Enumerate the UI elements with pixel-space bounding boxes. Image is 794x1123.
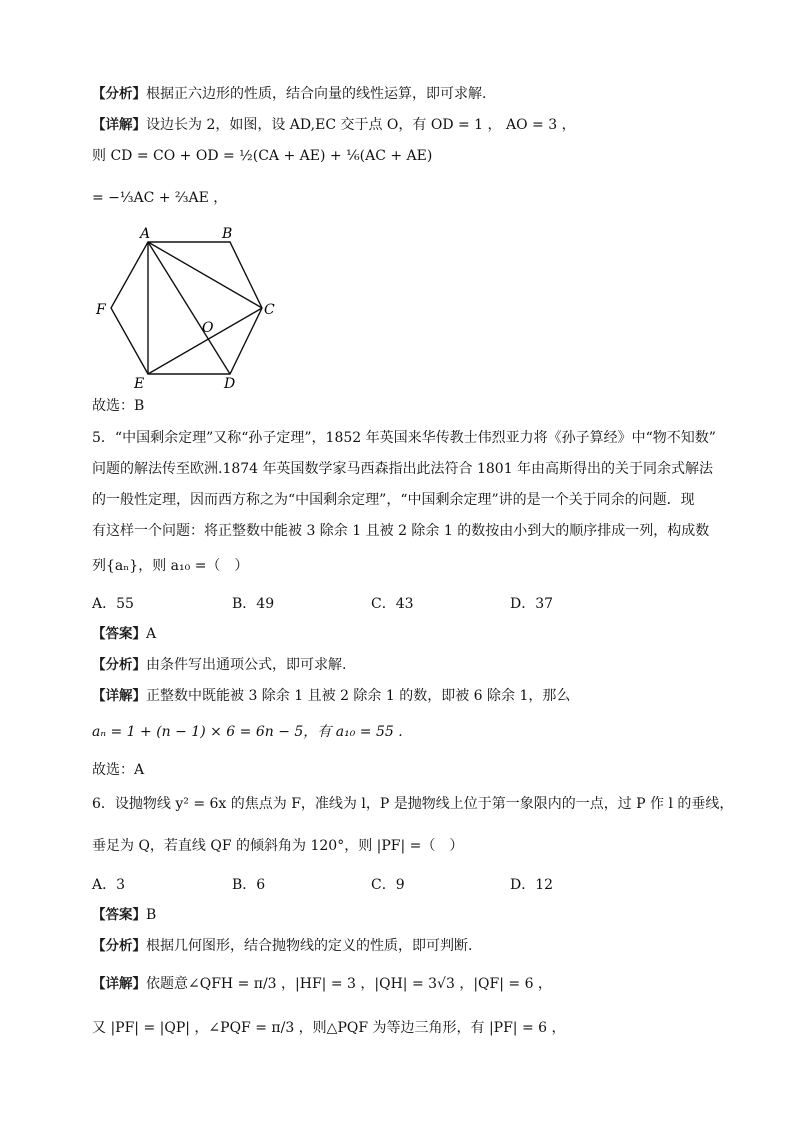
label-C: C <box>264 302 275 318</box>
label-E: E <box>134 376 145 392</box>
q5-answer-value: A <box>146 626 157 642</box>
q4-answer-line <box>92 396 144 416</box>
q5-detail-row <box>92 686 570 706</box>
q5-final-answer-text: 故选：A <box>92 762 145 778</box>
label-D: D <box>224 376 236 392</box>
q6-stem-line-1 <box>92 794 733 814</box>
q4-detail-tag: 【详解】 <box>92 117 146 133</box>
label-B: B <box>222 226 233 242</box>
q6-option-d: D．12 <box>510 877 554 893</box>
q5-stem-line-3 <box>92 490 695 510</box>
q4-answer-text: 故选：B <box>92 398 145 414</box>
q5-stem-text-4: 有这样一个问题：将正整数中能被 3 除余 1 且被 2 除余 1 的数按由小到大的顺序排成一列，构成数 <box>92 523 710 539</box>
q6-detail-row <box>92 974 552 994</box>
q4-analysis-text: 根据正六边形的性质，结合向量的线性运算，即可求解. <box>146 86 487 102</box>
q5-detail-tag: 【详解】 <box>92 688 146 704</box>
q6-stem-text-2: 垂足为 Q，若直线 QF 的倾斜角为 120°，则 |PF| =（ ） <box>92 838 464 854</box>
q5-option-a: A．55 <box>92 596 134 612</box>
q5-detail-text: 正整数中既能被 3 除余 1 且被 2 除余 1 的数，即被 6 除余 1，那么 <box>146 688 571 704</box>
q6-option-a: A．3 <box>92 877 126 893</box>
q4-analysis-line <box>92 84 486 104</box>
q5-stem-text-3: 的一般性定理，因而西方称之为“中国剩余定理”，“中国剩余定理”讲的是一个关于同余的问题．现 <box>92 492 695 508</box>
q5-formula-row <box>92 722 403 742</box>
q5-stem-line-2 <box>92 459 713 479</box>
q5-analysis-row <box>92 655 346 675</box>
q6-answer-row <box>92 905 156 925</box>
q4-eq1-text: 则 CD = CO + OD = ½(CA + AE) + ⅙(AC + AE) <box>92 148 433 164</box>
q5-stem-text-2: 问题的解法传至欧洲.1874 年英国数学家马西森指出此法符合 1801 年由高斯得出的关于同余式解法 <box>92 461 714 477</box>
q4-analysis-tag: 【分析】 <box>92 86 146 102</box>
q4-detail-text: 设边长为 2，如图，设 AD,EC 交于点 O，有 OD = 1 ， AO = 3 ， <box>146 117 576 133</box>
q6-analysis-text: 根据几何图形，结合抛物线的定义的性质，即可判断. <box>146 938 473 954</box>
q4-detail-line <box>92 115 576 135</box>
hexagon-figure <box>90 222 290 392</box>
q5-analysis-text: 由条件写出通项公式，即可求解. <box>146 657 347 673</box>
segment-AD <box>148 242 230 374</box>
q5-stem-text-1: 5．“中国剩余定理”又称“孙子定理”，1852 年英国来华传教士伟烈亚力将《孙子算经》中“物不知数” <box>92 430 716 446</box>
q5-stem-line-4 <box>92 521 709 541</box>
q6-option-b: B．6 <box>232 877 266 893</box>
q6-stem-text-1: 6．设抛物线 y² = 6x 的焦点为 F，准线为 l，P 是抛物线上位于第一象限内的一点，过 P 作 l 的垂线， <box>92 796 734 812</box>
q6-detail-tag: 【详解】 <box>92 976 146 992</box>
label-O: O <box>202 320 214 336</box>
label-A: A <box>140 226 151 242</box>
q5-formula: aₙ = 1 + (n − 1) × 6 = 6n − 5，有 a₁₀ = 55 . <box>92 724 403 740</box>
q5-final-answer <box>92 760 144 780</box>
q4-equation-1 <box>92 146 432 166</box>
q5-option-c: C．43 <box>371 596 414 612</box>
q5-stem-line-1 <box>92 428 716 448</box>
q6-answer-value: B <box>146 907 157 923</box>
q4-equation-2 <box>92 188 227 208</box>
q6-answer-tag: 【答案】 <box>92 907 146 923</box>
q6-last-row <box>92 1018 566 1038</box>
hexagon-outline <box>111 242 262 374</box>
q6-option-c: C．9 <box>371 877 405 893</box>
segment-AC <box>148 242 262 308</box>
q6-last-text: 又 |PF| = |QP| ，∠PQF = π/3 ，则△PQF 为等边三角形，有 |PF| = 6 ， <box>92 1020 566 1036</box>
q4-eq2-text: = −⅓AC + ⅔AE ， <box>92 190 228 206</box>
label-F: F <box>96 302 106 318</box>
q6-stem-line-2 <box>92 836 463 856</box>
q6-analysis-tag: 【分析】 <box>92 938 146 954</box>
q6-analysis-row <box>92 936 472 956</box>
q5-option-d: D．37 <box>510 596 554 612</box>
q5-answer-row <box>92 624 156 644</box>
q5-option-b: B．49 <box>232 596 275 612</box>
q5-answer-tag: 【答案】 <box>92 626 146 642</box>
q5-stem-text-5: 列{aₙ}，则 a₁₀ =（ ） <box>92 558 249 574</box>
q6-detail-text: 依题意∠QFH = π/3 ，|HF| = 3 ，|QH| = 3√3 ，|QF| = 6 ， <box>146 976 552 992</box>
q5-stem-line-5 <box>92 556 248 576</box>
segment-EC <box>148 308 262 374</box>
q5-analysis-tag: 【分析】 <box>92 657 146 673</box>
